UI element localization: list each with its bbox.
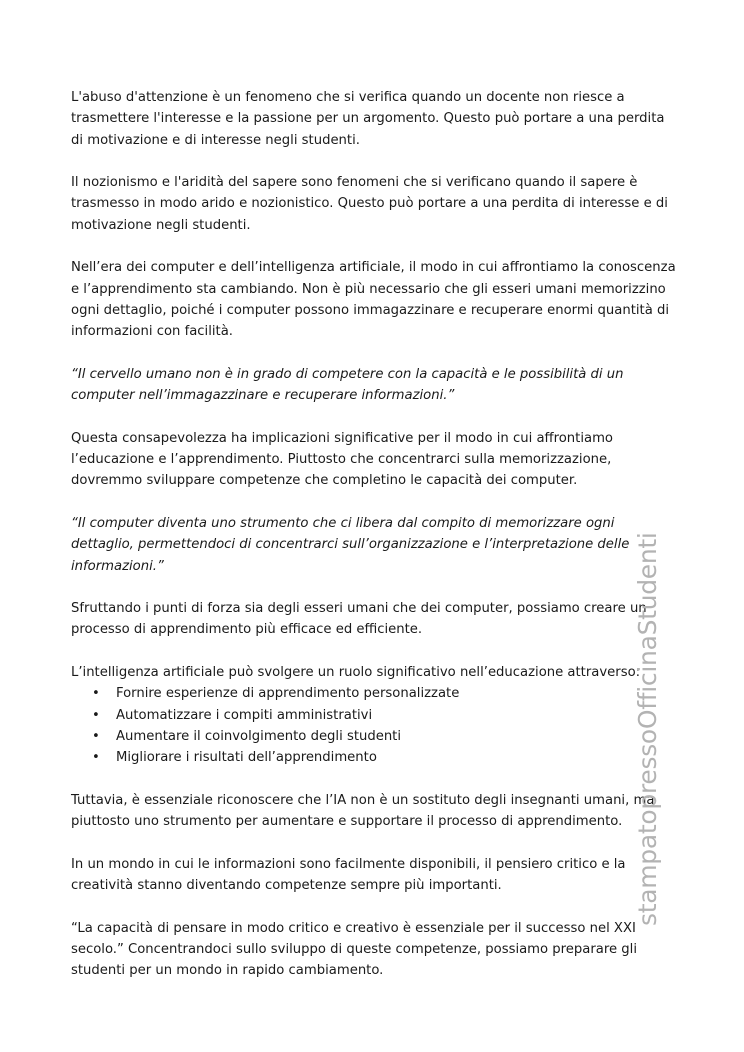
quote-cervello-umano: “Il cervello umano non è in grado di competere con la capacità e le possibilità di un computer nell’immagazzinare e recuperare informazioni.” — [71, 366, 624, 404]
bullet-icon: • — [92, 750, 100, 766]
bullet-icon: • — [92, 686, 100, 702]
list-item-text: Migliorare i risultati dell’apprendimento — [116, 750, 377, 766]
list-item — [71, 683, 677, 704]
paragraph-nozionismo: Il nozionismo e l'aridità del sapere sono fenomeni che si verificano quando il sapere è trasmesso in modo arido e nozionistico. Questo può portare a una perdita di interesse e di motivazione negli studenti. — [71, 175, 668, 233]
watermark — [633, 532, 663, 926]
bullet-list — [71, 683, 677, 768]
watermark-text: stampatopressoOfficinaStudenti — [633, 532, 662, 926]
list-item — [71, 747, 677, 768]
list-item — [71, 705, 677, 726]
paragraph-consapevolezza: Questa consapevolezza ha implicazioni significative per il modo in cui affrontiamo l’educazione e l’apprendimento. Piuttosto che concentrarci sulla memorizzazione, dovremmo sviluppare competenze che completino le capacità dei computer. — [71, 430, 613, 489]
paragraph-pensiero-critico: In un mondo in cui le informazioni sono facilmente disponibili, il pensiero critico e la creatività stanno diventando competenze sempre più importanti. — [71, 856, 626, 893]
list-item-text: Fornire esperienze di apprendimento personalizzate — [116, 686, 460, 702]
list-item-text: Automatizzare i compiti amministrativi — [116, 707, 373, 723]
paragraph-capacita-pensare: “La capacità di pensare in modo critico e creativo è essenziale per il successo nel XXI secolo.” Concentrandoci sullo sviluppo di queste competenze, possiamo preparare gli studenti per un mondo in rapido cambiamento. — [71, 920, 637, 979]
paragraph-ia-educazione-intro: L’intelligenza artificiale può svolgere un ruolo significativo nell’educazione attraverso: — [71, 665, 641, 681]
bullet-icon: • — [92, 707, 100, 723]
quote-computer-strumento: “Il computer diventa uno strumento che ci libera dal compito di memorizzare ogni dettaglio, permettendoci di concentrarci sull’organizzazione e l’interpretazione delle informazioni.” — [71, 515, 630, 574]
list-item-text: Aumentare il coinvolgimento degli studenti — [116, 728, 402, 744]
paragraph-punti-di-forza: Sfruttando i punti di forza sia degli esseri umani che dei computer, possiamo creare un processo di apprendimento più efficace ed efficiente. — [71, 601, 647, 638]
paragraph-era-computer: Nell’era dei computer e dell’intelligenza artificiale, il modo in cui affrontiamo la conoscenza e l’apprendimento sta cambiando. Non è più necessario che gli esseri umani memorizzino ogni dettaglio, poiché i computer possono immagazzinare e recuperare enormi quantità di informazioni con facilità. — [71, 260, 676, 340]
paragraph-abuso-attenzione: L'abuso d'attenzione è un fenomeno che si verifica quando un docente non riesce a trasmettere l'interesse e la passione per un argomento. Questo può portare a una perdita di motivazione e di interesse negli studenti. — [71, 90, 665, 148]
bullet-icon: • — [92, 728, 100, 744]
paragraph-tuttavia: Tuttavia, è essenziale riconoscere che l’IA non è un sostituto degli insegnanti umani, ma piuttosto uno strumento per aumentare e supportare il processo di apprendimento. — [71, 792, 655, 830]
list-item — [71, 726, 677, 747]
document-body — [71, 87, 677, 1003]
